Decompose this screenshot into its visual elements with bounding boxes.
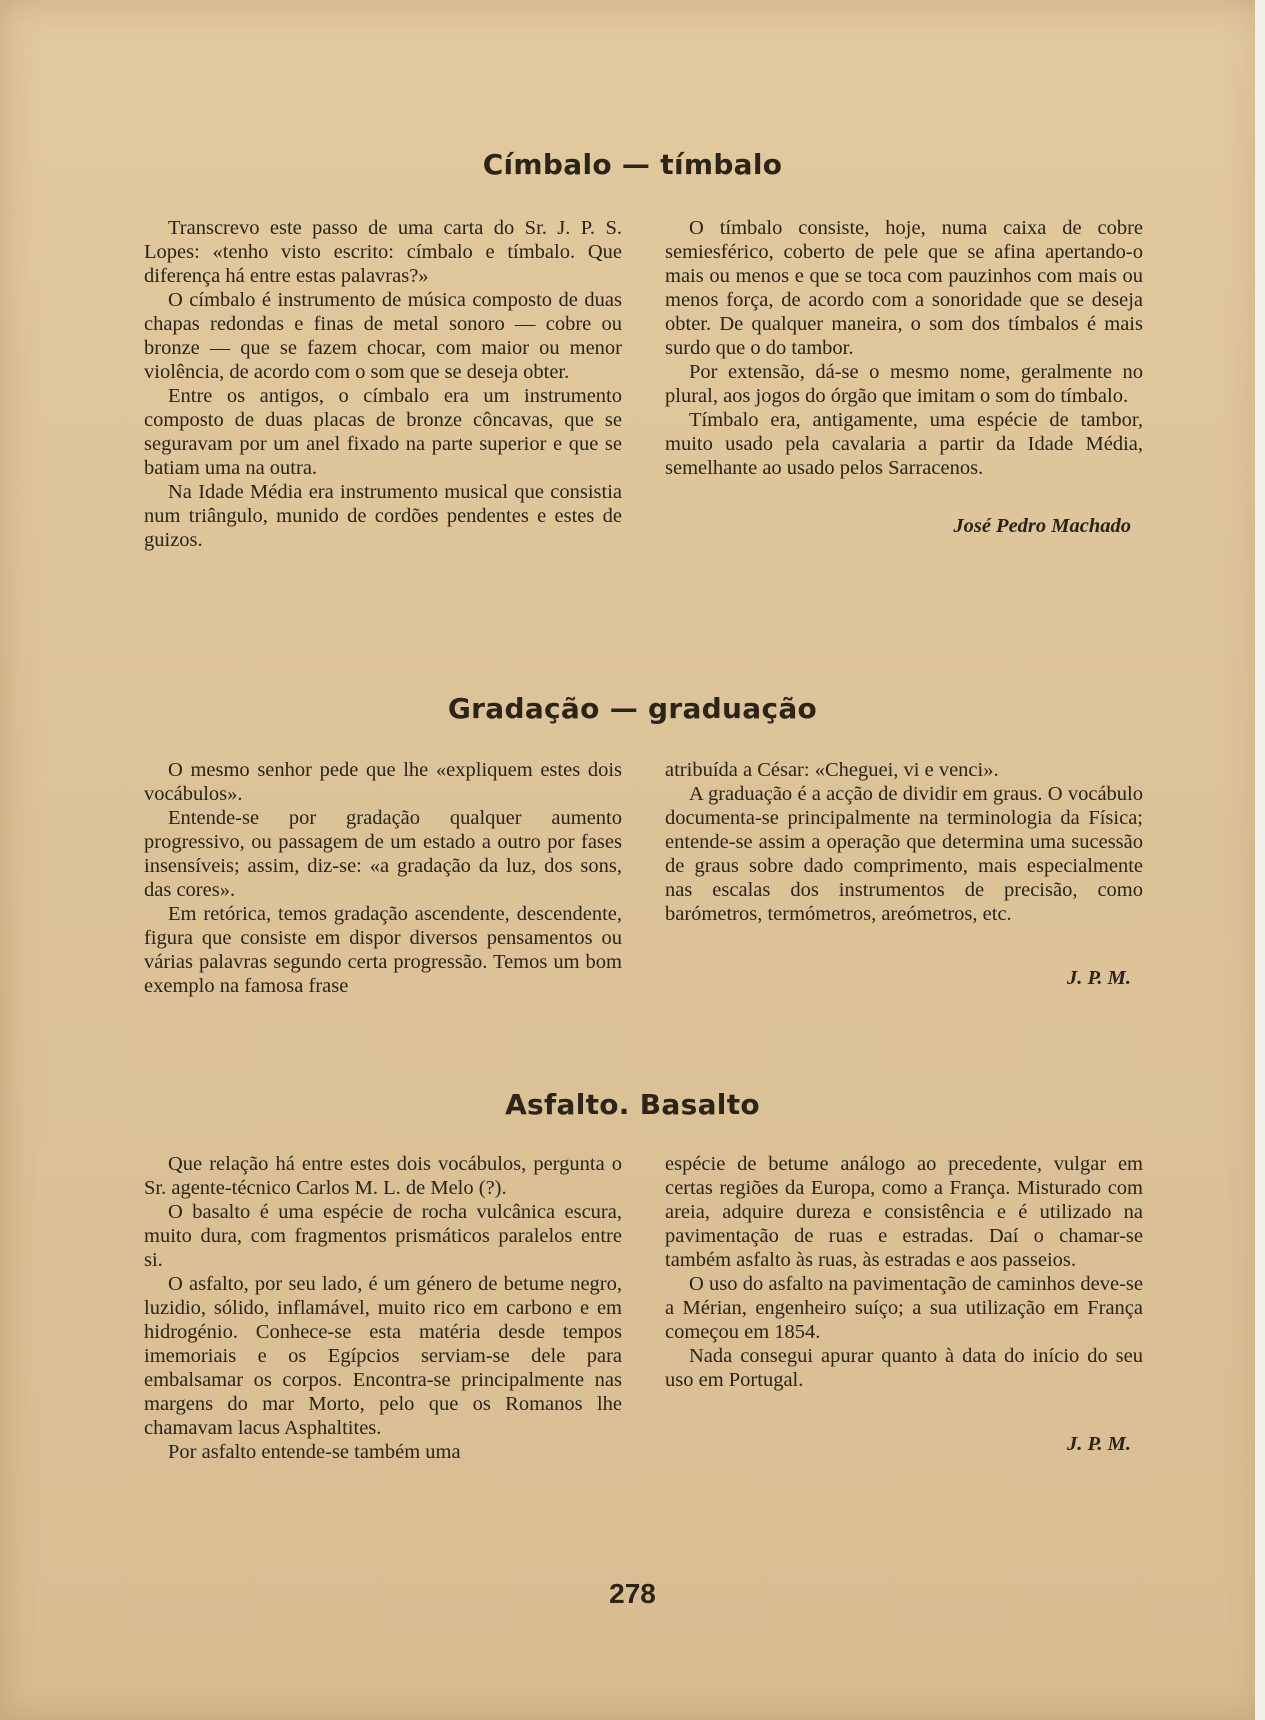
paragraph: atribuída a César: «Cheguei, vi e venci». (665, 759, 999, 781)
paragraph: O tímbalo consiste, hoje, numa caixa de cobre semiesférico, coberto de pele que se afina apertando-o mais ou menos e que se toca com pauzinhos com mais ou menos força, de acordo com a sonoridade que se deseja obter. De qualquer maneira, o som dos tímbalos é mais surdo que o do tambor. (665, 217, 1143, 359)
paragraph: Entre os antigos, o címbalo era um instrumento composto de duas placas de bronze côncavas, que se seguravam por um anel fixado na parte superior e que se batiam uma na outra. (144, 385, 622, 479)
paper-edge (1255, 0, 1265, 1720)
paragraph: Por asfalto entende-se também uma (168, 1441, 461, 1463)
paragraph: espécie de betume análogo ao precedente, vulgar em certas regiões da Europa, como a França. Misturado com areia, adquire dureza e consistência e é utilizado na pavimentação de ruas e estradas. Daí o chamar-se também asfalto às ruas, às estradas e aos passeios. (665, 1153, 1143, 1271)
article-title-cimbalo: Címbalo — tímbalo (482, 148, 783, 181)
article-title-gradacao: Gradação — graduação (447, 692, 818, 725)
paragraph: Nada consegui apurar quanto à data do início do seu uso em Portugal. (665, 1345, 1143, 1391)
paragraph: Na Idade Média era instrumento musical que consistia num triângulo, munido de cordões pendentes e estes de guizos. (144, 481, 622, 551)
paragraph: Tímbalo era, antigamente, uma espécie de tambor, muito usado pela cavalaria a partir da Idade Média, semelhante ao usado pelos Sarracenos. (665, 409, 1143, 479)
paragraph: Entende-se por gradação qualquer aumento progressivo, ou passagem de um estado a outro por fases insensíveis; assim, diz-se: «a gradação da luz, dos sons, das cores». (144, 807, 622, 901)
article-signature: José Pedro Machado (953, 515, 1131, 537)
page-number: 278 (609, 1578, 656, 1609)
paragraph: Transcrevo este passo de uma carta do Sr. J. P. S. Lopes: «tenho visto escrito: címbalo e tímbalo. Que diferença há entre estas palavras?» (144, 217, 622, 287)
paragraph: O basalto é uma espécie de rocha vulcânica escura, muito dura, com fragmentos prismáticos paralelos entre si. (144, 1201, 622, 1271)
article-title-asfalto: Asfalto. Basalto (505, 1088, 760, 1121)
article-asfalto-right-column (665, 1152, 1143, 1456)
paragraph: A graduação é a acção de dividir em graus. O vocábulo documenta-se principalmente na terminologia da Física; entende-se assim a operação que determina uma sucessão de graus sobre dado comprimento, mais especialmente nas escalas dos instrumentos de precisão, como barómetros, termómetros, areómetros, etc. (665, 783, 1143, 925)
paragraph: O címbalo é instrumento de música composto de duas chapas redondas e finas de metal sonoro — cobre ou bronze — que se fazem chocar, com maior ou menor violência, de acordo com o som que se deseja obter. (144, 289, 622, 383)
article-asfalto-left-column (144, 1152, 622, 1464)
paragraph: Em retórica, temos gradação ascendente, descendente, figura que consiste em dispor diversos pensamentos ou várias palavras segundo certa progressão. Temos um bom exemplo na famosa frase (144, 903, 622, 997)
article-cimbalo-left-column (144, 216, 622, 552)
article-cimbalo-right-column (665, 216, 1143, 538)
article-gradacao-left-column (144, 758, 622, 998)
article-gradacao-right-column (665, 758, 1143, 990)
paragraph: Que relação há entre estes dois vocábulos, pergunta o Sr. agente-técnico Carlos M. L. de Melo (?). (144, 1153, 622, 1199)
paragraph: Por extensão, dá-se o mesmo nome, geralmente no plural, aos jogos do órgão que imitam o som do tímbalo. (665, 361, 1143, 407)
paragraph: O uso do asfalto na pavimentação de caminhos deve-se a Mérian, engenheiro suíço; a sua utilização em França começou em 1854. (665, 1273, 1143, 1343)
paragraph: O asfalto, por seu lado, é um género de betume negro, luzidio, sólido, inflamável, muito rico em carbono e em hidrogénio. Conhece-se esta matéria desde tempos imemoriais e os Egípcios serviam-se dele para embalsamar os corpos. Encontra-se principalmente nas margens do mar Morto, pelo que os Romanos lhe chamavam lacus Asphaltites. (144, 1273, 622, 1439)
article-signature: J. P. M. (1067, 967, 1131, 989)
article-signature: J. P. M. (1067, 1433, 1131, 1455)
paragraph: O mesmo senhor pede que lhe «expliquem estes dois vocábulos». (144, 759, 622, 805)
